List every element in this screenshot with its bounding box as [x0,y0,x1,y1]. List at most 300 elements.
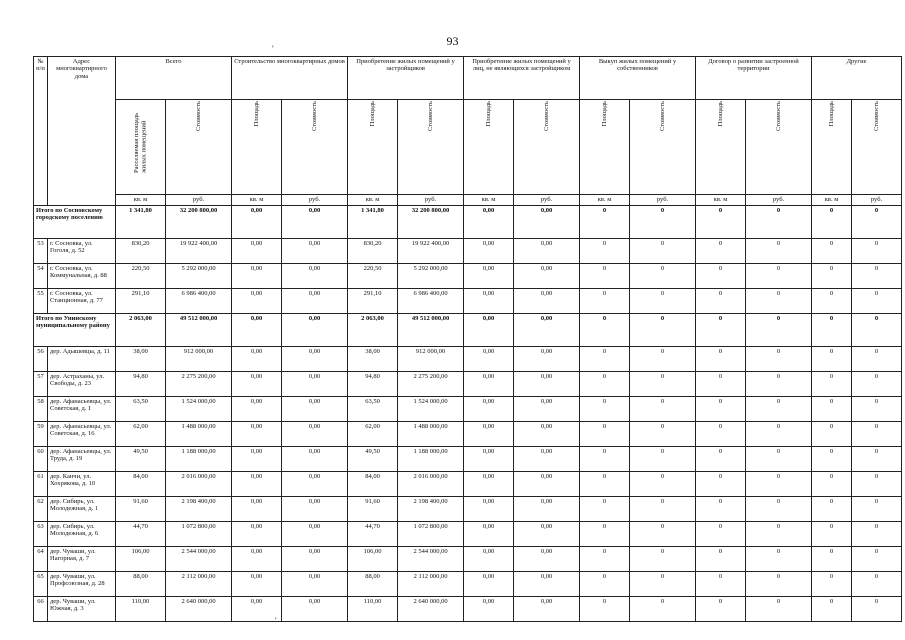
value-cell: 0 [580,397,630,422]
value-cell: 0,00 [464,497,514,522]
value-cell: 0,00 [232,472,282,497]
value-cell: 0,00 [464,447,514,472]
value-cell: 0 [580,206,630,239]
value-cell: 0,00 [232,447,282,472]
value-cell: 0 [746,497,812,522]
value-cell: 0 [630,397,696,422]
value-cell: 0 [696,547,746,572]
value-cell: 0 [746,547,812,572]
value-cell: 62,00 [116,422,166,447]
value-cell: 0,00 [514,289,580,314]
unit-cell: руб. [398,195,464,206]
value-cell: 88,00 [116,572,166,597]
table-row [34,422,902,447]
value-cell: 0,00 [282,522,348,547]
value-cell: 0,00 [464,597,514,622]
value-cell: 0,00 [514,572,580,597]
value-cell: 0 [630,422,696,447]
group-header-developer-purchase: Приобретение жилых помещений у застройщиков [348,57,464,100]
value-cell: 0 [812,422,852,447]
value-cell: 0 [630,472,696,497]
value-cell: 0,00 [282,264,348,289]
value-cell: 0,00 [464,314,514,347]
value-cell: 220,50 [348,264,398,289]
unit-cell: кв. м [580,195,630,206]
value-cell: 0,00 [232,239,282,264]
address-cell: дер. Чуваши, ул. Нагорная, д. 7 [48,547,116,572]
value-cell: 0 [852,572,902,597]
row-number: 63 [34,522,48,547]
value-cell: 830,20 [348,239,398,264]
value-cell: 0 [630,289,696,314]
value-cell: 0,00 [514,239,580,264]
value-cell: 38,00 [116,347,166,372]
value-cell: 0 [696,522,746,547]
value-cell: 0,00 [514,314,580,347]
value-cell: 49,50 [348,447,398,472]
address-cell: дер. Чуваши, ул. Профсоюзная, д. 28 [48,572,116,597]
address-cell: дер. Канчи, ул. Хохрякова, д. 10 [48,472,116,497]
value-cell: 0 [630,314,696,347]
value-cell: 0 [812,547,852,572]
value-cell: 0 [852,497,902,522]
value-cell: 1 188 000,00 [398,447,464,472]
value-cell: 291,10 [348,289,398,314]
value-cell: 912 000,00 [398,347,464,372]
value-cell: 0 [746,372,812,397]
value-cell: 0 [852,522,902,547]
row-number: 59 [34,422,48,447]
value-cell: 49 512 000,00 [166,314,232,347]
subheader-cost: Стоимость [774,101,782,131]
value-cell: 0 [852,372,902,397]
header-row-groups [34,57,902,100]
group-header-development-contract: Договор о развитии застроенной территории [696,57,812,100]
value-cell: 0 [580,264,630,289]
unit-cell: руб. [514,195,580,206]
value-cell: 0 [852,289,902,314]
value-cell: 49 512 000,00 [398,314,464,347]
value-cell: 0,00 [464,239,514,264]
page-number: 93 [446,34,459,48]
value-cell: 0 [696,472,746,497]
value-cell: 1 341,80 [348,206,398,239]
units-row [34,195,902,206]
value-cell: 0 [580,472,630,497]
subheader-cost: Стоимость [872,101,880,131]
table-row [34,547,902,572]
value-cell: 0 [696,347,746,372]
value-cell: 0,00 [282,472,348,497]
value-cell: 6 986 400,00 [398,289,464,314]
value-cell: 0,00 [232,314,282,347]
value-cell: 2 640 000,00 [166,597,232,622]
unit-cell: руб. [746,195,812,206]
value-cell: 0,00 [464,572,514,597]
row-number: 58 [34,397,48,422]
value-cell: 0,00 [282,314,348,347]
table-row [34,264,902,289]
address-col-header: Адрес многоквартирного дома [48,57,116,206]
value-cell: 0 [696,264,746,289]
value-cell: 0 [580,572,630,597]
value-cell: 0 [630,372,696,397]
value-cell: 0,00 [282,289,348,314]
value-cell: 0 [696,397,746,422]
value-cell: 0 [580,289,630,314]
subtotal-label: Итого по Унинскому муниципальному району [34,314,116,347]
value-cell: 0 [580,547,630,572]
address-cell: дер. Афанасьевцы, ул. Труда, д. 19 [48,447,116,472]
value-cell: 0 [630,206,696,239]
value-cell: 0,00 [514,397,580,422]
scan-mark: ' [272,44,274,54]
value-cell: 0,00 [514,372,580,397]
subheader-resettled-area: Расселяемая площадь жилых помещений [133,112,148,173]
value-cell: 0,00 [514,347,580,372]
value-cell: 0,00 [282,372,348,397]
value-cell: 0,00 [464,372,514,397]
value-cell: 1 524 000,00 [166,397,232,422]
value-cell: 106,00 [116,547,166,572]
value-cell: 0,00 [464,264,514,289]
subtotal-label: Итого по Сосновскому городскому поселению [34,206,116,239]
value-cell: 0 [746,239,812,264]
value-cell: 0,00 [282,397,348,422]
value-cell: 0,00 [464,289,514,314]
address-cell: дер. Сибирь, ул. Молодежная, д. 1 [48,497,116,522]
value-cell: 0,00 [282,572,348,597]
scan-mark-bottom: ' [275,616,277,626]
row-number: 62 [34,497,48,522]
value-cell: 0,00 [232,397,282,422]
value-cell: 0 [812,206,852,239]
value-cell: 2 275 200,00 [166,372,232,397]
value-cell: 106,00 [348,547,398,572]
subheader-area: Площадь [252,101,260,127]
value-cell: 291,10 [116,289,166,314]
value-cell: 2 016 000,00 [166,472,232,497]
value-cell: 0 [630,547,696,572]
value-cell: 0 [696,572,746,597]
value-cell: 0,00 [514,206,580,239]
value-cell: 0 [630,239,696,264]
subheader-cost: Стоимость [310,101,318,131]
value-cell: 0,00 [232,206,282,239]
value-cell: 0,00 [464,347,514,372]
value-cell: 2 063,00 [348,314,398,347]
subheader-area: Площадь [827,101,835,127]
value-cell: 44,70 [348,522,398,547]
value-cell: 0 [630,597,696,622]
unit-cell: кв. м [116,195,166,206]
table-row [34,597,902,622]
value-cell: 1 488 000,00 [398,422,464,447]
group-header-nondeveloper-purchase: Приобретение жилых помещений у лиц, не являющихся застройщиком [464,57,580,100]
header-row-subcolumns [34,100,902,195]
address-cell: дер. Адышевцы, д. 11 [48,347,116,372]
address-cell: дер. Астраханы, ул. Свободы, д. 23 [48,372,116,397]
value-cell: 6 986 400,00 [166,289,232,314]
value-cell: 0,00 [514,547,580,572]
row-number: 56 [34,347,48,372]
value-cell: 0,00 [232,264,282,289]
value-cell: 62,00 [348,422,398,447]
value-cell: 0 [852,206,902,239]
value-cell: 2 198 400,00 [166,497,232,522]
value-cell: 1 524 000,00 [398,397,464,422]
unit-cell: кв. м [348,195,398,206]
value-cell: 0 [812,289,852,314]
value-cell: 0,00 [282,597,348,622]
group-header-other: Другие [812,57,902,100]
value-cell: 84,00 [348,472,398,497]
subheader-cost: Стоимость [658,101,666,131]
value-cell: 0 [812,522,852,547]
value-cell: 2 112 000,00 [398,572,464,597]
value-cell: 0,00 [464,422,514,447]
value-cell: 0,00 [514,472,580,497]
value-cell: 0 [580,447,630,472]
subheader-area: Площадь [600,101,608,127]
value-cell: 0 [746,422,812,447]
value-cell: 0 [746,472,812,497]
value-cell: 0 [696,372,746,397]
row-number: 53 [34,239,48,264]
table-row [34,347,902,372]
value-cell: 84,00 [116,472,166,497]
value-cell: 0 [580,597,630,622]
table-row [34,372,902,397]
unit-cell: кв. м [812,195,852,206]
value-cell: 0 [746,397,812,422]
num-col-header: № п/п [34,57,48,206]
value-cell: 0,00 [232,522,282,547]
address-cell: г. Сосновка, ул. Коммунальная, д. 88 [48,264,116,289]
value-cell: 0 [630,572,696,597]
value-cell: 1 488 000,00 [166,422,232,447]
unit-cell: кв. м [464,195,514,206]
value-cell: 1 341,80 [116,206,166,239]
table-row [34,522,902,547]
value-cell: 0 [852,597,902,622]
value-cell: 19 922 400,00 [398,239,464,264]
group-header-construction: Строительство многоквартирных домов [232,57,348,100]
table-row [34,239,902,264]
value-cell: 0 [696,447,746,472]
value-cell: 0,00 [232,372,282,397]
value-cell: 1 072 800,00 [166,522,232,547]
value-cell: 0,00 [282,422,348,447]
group-header-total: Всего [116,57,232,100]
value-cell: 0,00 [282,206,348,239]
subheader-cost: Стоимость [194,101,202,131]
value-cell: 0 [812,572,852,597]
value-cell: 2 198 400,00 [398,497,464,522]
value-cell: 0 [812,397,852,422]
value-cell: 91,60 [116,497,166,522]
value-cell: 32 200 800,00 [398,206,464,239]
value-cell: 0 [630,447,696,472]
value-cell: 0,00 [514,422,580,447]
value-cell: 0 [812,497,852,522]
value-cell: 0 [696,497,746,522]
value-cell: 0 [746,597,812,622]
unit-cell: руб. [630,195,696,206]
value-cell: 0 [580,522,630,547]
value-cell: 94,80 [348,372,398,397]
table-row [34,572,902,597]
value-cell: 0 [812,447,852,472]
value-cell: 0,00 [514,447,580,472]
value-cell: 0 [852,397,902,422]
subtotal-row [34,206,902,239]
value-cell: 2 544 000,00 [398,547,464,572]
table-row [34,472,902,497]
value-cell: 0 [746,447,812,472]
value-cell: 19 922 400,00 [166,239,232,264]
address-cell: дер. Афанасьевцы, ул. Советская, д. 16 [48,422,116,447]
value-cell: 110,00 [348,597,398,622]
value-cell: 0 [746,264,812,289]
value-cell: 0,00 [464,397,514,422]
value-cell: 1 188 000,00 [166,447,232,472]
value-cell: 1 072 800,00 [398,522,464,547]
value-cell: 0 [630,497,696,522]
value-cell: 0 [812,239,852,264]
value-cell: 0,00 [282,547,348,572]
value-cell: 91,60 [348,497,398,522]
row-number: 55 [34,289,48,314]
value-cell: 0,00 [232,347,282,372]
table-body [34,206,902,622]
value-cell: 0 [852,264,902,289]
value-cell: 0 [812,472,852,497]
unit-cell: кв. м [232,195,282,206]
unit-cell: кв. м [696,195,746,206]
value-cell: 2 275 200,00 [398,372,464,397]
value-cell: 0,00 [514,522,580,547]
value-cell: 0,00 [514,597,580,622]
value-cell: 44,70 [116,522,166,547]
table-row [34,447,902,472]
value-cell: 0 [580,314,630,347]
value-cell: 0 [746,347,812,372]
value-cell: 0 [630,522,696,547]
value-cell: 0,00 [232,597,282,622]
table-row [34,397,902,422]
value-cell: 0 [812,264,852,289]
resettlement-table [33,56,902,622]
value-cell: 2 016 000,00 [398,472,464,497]
value-cell: 220,50 [116,264,166,289]
value-cell: 0,00 [464,472,514,497]
table-row [34,289,902,314]
value-cell: 2 063,00 [116,314,166,347]
row-number: 64 [34,547,48,572]
value-cell: 2 544 000,00 [166,547,232,572]
value-cell: 0 [696,422,746,447]
value-cell: 5 292 000,00 [166,264,232,289]
value-cell: 2 112 000,00 [166,572,232,597]
value-cell: 0 [696,289,746,314]
value-cell: 2 640 000,00 [398,597,464,622]
value-cell: 94,80 [116,372,166,397]
group-header-buyout: Выкуп жилых помещений у собственников [580,57,696,100]
address-cell: г. Сосновка, ул. Станционная, д. 77 [48,289,116,314]
value-cell: 0,00 [232,547,282,572]
value-cell: 0 [812,372,852,397]
value-cell: 0 [812,597,852,622]
address-cell: дер. Чуваши, ул. Южная, д. 3 [48,597,116,622]
value-cell: 0 [630,264,696,289]
row-number: 54 [34,264,48,289]
value-cell: 0,00 [464,206,514,239]
value-cell: 49,50 [116,447,166,472]
row-number: 66 [34,597,48,622]
value-cell: 0 [746,289,812,314]
subheader-cost: Стоимость [542,101,550,131]
row-number: 65 [34,572,48,597]
value-cell: 0 [852,239,902,264]
value-cell: 0 [746,206,812,239]
value-cell: 0 [746,522,812,547]
subheader-cost: Стоимость [426,101,434,131]
value-cell: 0 [580,239,630,264]
subheader-area: Площадь [716,101,724,127]
value-cell: 0,00 [464,522,514,547]
value-cell: 63,50 [116,397,166,422]
value-cell: 0,00 [232,422,282,447]
value-cell: 88,00 [348,572,398,597]
value-cell: 0 [852,472,902,497]
subtotal-row [34,314,902,347]
value-cell: 63,50 [348,397,398,422]
value-cell: 0,00 [514,497,580,522]
unit-cell: руб. [166,195,232,206]
value-cell: 110,00 [116,597,166,622]
subheader-area: Площадь [368,101,376,127]
value-cell: 0 [580,372,630,397]
value-cell: 0,00 [232,572,282,597]
value-cell: 0 [696,314,746,347]
value-cell: 0 [852,547,902,572]
value-cell: 0 [746,314,812,347]
value-cell: 5 292 000,00 [398,264,464,289]
row-number: 57 [34,372,48,397]
value-cell: 0 [696,206,746,239]
value-cell: 0 [852,314,902,347]
value-cell: 0,00 [514,264,580,289]
value-cell: 0 [580,347,630,372]
row-number: 60 [34,447,48,472]
value-cell: 0,00 [232,289,282,314]
value-cell: 0 [696,239,746,264]
value-cell: 0,00 [282,447,348,472]
value-cell: 912 000,00 [166,347,232,372]
value-cell: 0 [812,314,852,347]
table-row [34,497,902,522]
value-cell: 0 [630,347,696,372]
value-cell: 0 [580,497,630,522]
address-cell: дер. Сибирь, ул. Молодежная, д. 6 [48,522,116,547]
value-cell: 0,00 [282,497,348,522]
address-cell: дер. Афанасьевцы, ул. Советская, д. 1 [48,397,116,422]
value-cell: 830,20 [116,239,166,264]
value-cell: 0,00 [282,347,348,372]
value-cell: 0,00 [282,239,348,264]
value-cell: 0 [852,422,902,447]
